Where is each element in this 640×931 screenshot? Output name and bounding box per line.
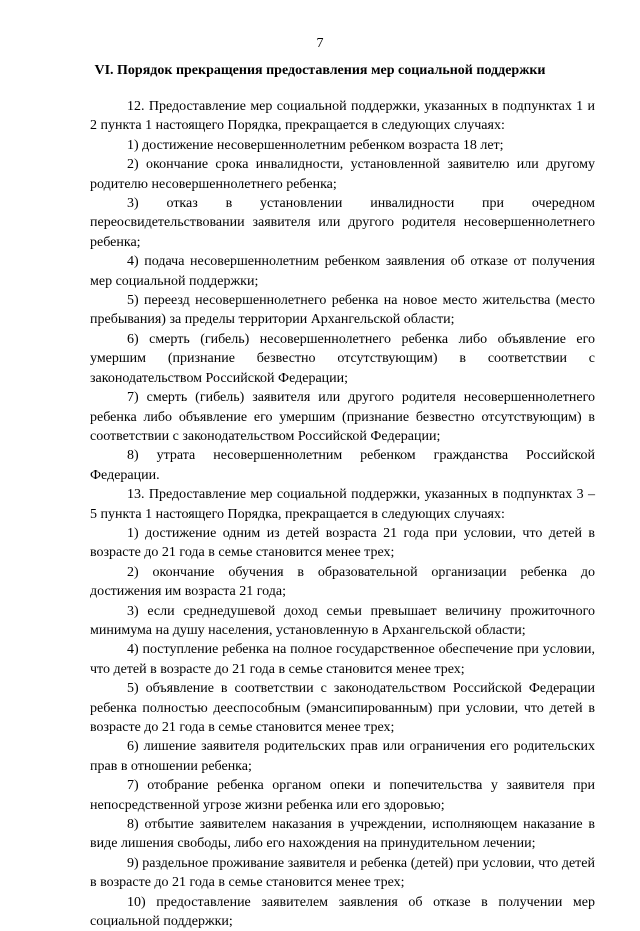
- paragraph-13: 13. Предоставление мер социальной поддержки, указанных в подпунктах 3 – 5 пункта 1 настоящего Порядка, прекращается в следующих случаях:: [90, 487, 595, 522]
- list-item: 2) окончание обучения в образовательной организации ребенка до достижения им возраста 21 года;: [90, 564, 595, 600]
- list-item: 6) смерть (гибель) несовершеннолетнего ребенка либо объявление его умершим (признание безвестно отсутствующим) в соответствии с законодательством Российской Федерации;: [90, 331, 595, 386]
- list-item: 3) если среднедушевой доход семьи превышает величину прожиточного минимума на душу населения, установленную в Архангельской области;: [90, 603, 595, 638]
- list-item: 7) отобрание ребенка органом опеки и попечительства у заявителя при непосредственной угрозе жизни ребенка или его здоровью;: [90, 778, 595, 813]
- list-item: 5) объявление в соответствии с законодательством Российской Федерации ребенка полностью дееспособным (эмансипированным) при условии, что детей в возрасте до 21 года в семье становится менее трех;: [90, 681, 595, 735]
- list-item: 8) утрата несовершеннолетним ребенком гражданства Российской Федерации.: [90, 448, 595, 483]
- list-item: 7) смерть (гибель) заявителя или другого родителя несовершеннолетнего ребенка либо объявление его умершим (признание безвестно отсутствующим) в соответствии с законодательством Российской Федерации;: [90, 390, 595, 444]
- list-item: 1) достижение одним из детей возраста 21 года при условии, что детей в возрасте до 21 года в семье становится менее трех;: [90, 525, 595, 561]
- list-item: 9) раздельное проживание заявителя и ребенка (детей) при условии, что детей в возрасте до 21 года в семье становится менее трех;: [90, 855, 595, 891]
- section-title: VI. Порядок прекращения предоставления мер социальной поддержки: [94, 63, 546, 78]
- list-item: 3) отказ в установлении инвалидности при очередном переосвидетельствовании заявителя или другого родителя несовершеннолетнего ребенка;: [90, 196, 595, 250]
- list-item: 10) предоставление заявителем заявления об отказе в получении мер социальной поддержки;: [90, 894, 595, 930]
- list-item: 4) поступление ребенка на полное государственное обеспечение при условии, что детей в возрасте до 21 года в семье становится менее трех;: [90, 642, 595, 677]
- list-item: 4) подача несовершеннолетним ребенком заявления об отказе от получения мер социальной поддержки;: [90, 254, 595, 289]
- paragraph-12: 12. Предоставление мер социальной поддержки, указанных в подпунктах 1 и 2 пункта 1 настоящего Порядка, прекращается в следующих случаях:: [90, 99, 595, 134]
- list-item: 5) переезд несовершеннолетнего ребенка на новое место жительства (место пребывания) за пределы территории Архангельской области;: [90, 293, 595, 328]
- page-number: 7: [316, 36, 324, 51]
- list-item: 1) достижение несовершеннолетним ребенком возраста 18 лет;: [127, 137, 504, 153]
- list-item: 6) лишение заявителя родительских прав или ограничения его родительских прав в отношении ребенка;: [90, 739, 595, 774]
- list-item: 8) отбытие заявителем наказания в учреждении, исполняющем наказание в виде лишения свободы, либо его нахождения на принудительном лечении;: [90, 817, 595, 852]
- document-body: [90, 97, 595, 931]
- list-item: 2) окончание срока инвалидности, установленной заявителю или другому родителю несовершеннолетнего ребенка;: [90, 157, 595, 192]
